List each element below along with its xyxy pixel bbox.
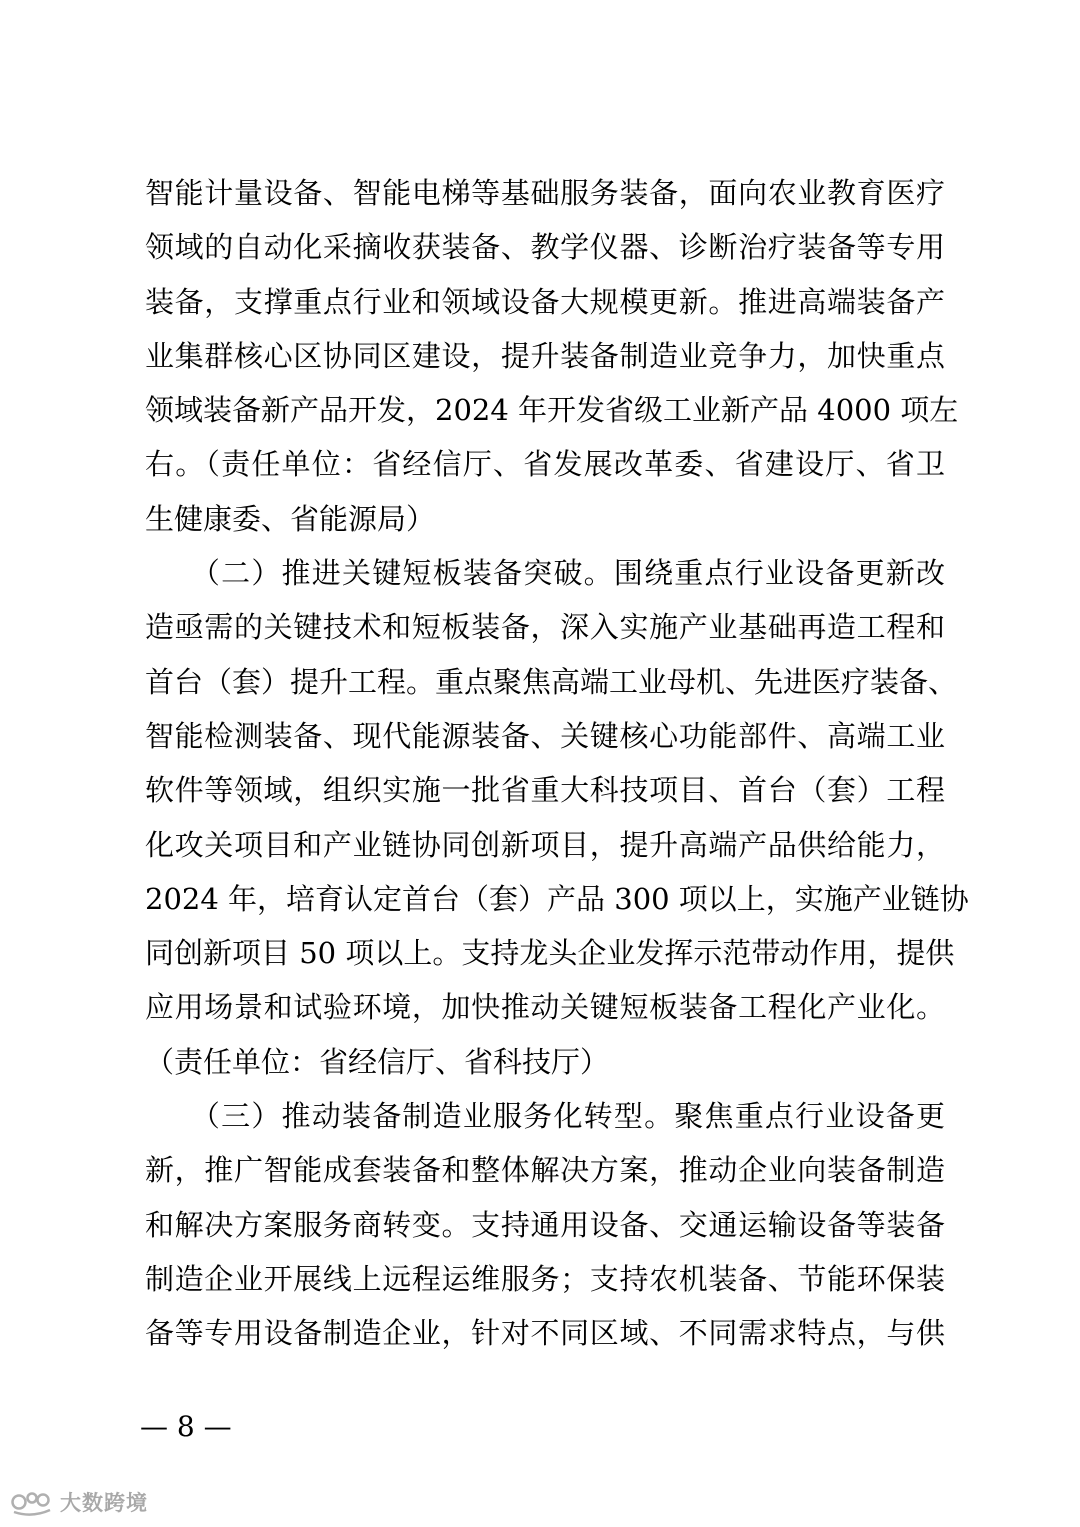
text-line: 领域装备新产品开发，2024 年开发省级工业新产品 4000 项左	[145, 393, 959, 428]
brand-logo-icon	[10, 1488, 54, 1516]
text-line: 2024 年，培育认定首台（套）产品 300 项以上，实施产业链协	[145, 881, 969, 916]
text-line: 备等专用设备制造企业，针对不同区域、不同需求特点，与供	[145, 1316, 945, 1351]
text-line: 业集群核心区协同区建设，提升装备制造业竞争力，加快重点	[145, 338, 945, 373]
watermark-text: 大数跨境	[60, 1491, 148, 1515]
document-body	[145, 166, 969, 1361]
text-line: 应用场景和试验环境，加快推动关键短板装备工程化产业化。	[145, 990, 945, 1025]
text-line: 右。（责任单位：省经信厅、省发展改革委、省建设厅、省卫	[145, 447, 945, 482]
text-line: （三）推动装备制造业服务化转型。聚焦重点行业设备更	[145, 1099, 945, 1134]
page-number: — 8 —	[140, 1410, 232, 1443]
text-line: 生健康委、省能源局）	[145, 501, 436, 536]
text-line: 造亟需的关键技术和短板装备，深入实施产业基础再造工程和	[145, 610, 945, 645]
text-line: 制造企业开展线上远程运维服务；支持农机装备、节能环保装	[145, 1261, 945, 1296]
text-line: 同创新项目 50 项以上。支持龙头企业发挥示范带动作用，提供	[145, 936, 955, 971]
text-line: 领域的自动化采摘收获装备、教学仪器、诊断治疗装备等专用	[145, 230, 945, 265]
watermark	[10, 1484, 148, 1520]
text-line: 首台（套）提升工程。重点聚焦高端工业母机、先进医疗装备、	[145, 664, 958, 699]
text-line: 装备，支撑重点行业和领域设备大规模更新。推进高端装备产	[145, 284, 945, 319]
text-line: 和解决方案服务商转变。支持通用设备、交通运输设备等装备	[145, 1207, 945, 1242]
text-line: 智能检测装备、现代能源装备、关键核心功能部件、高端工业	[145, 718, 945, 753]
text-line: （二）推进关键短板装备突破。围绕重点行业设备更新改	[145, 556, 945, 591]
text-line: 化攻关项目和产业链协同创新项目，提升高端产品供给能力，	[145, 827, 945, 862]
text-line: 智能计量设备、智能电梯等基础服务装备，面向农业教育医疗	[145, 176, 945, 210]
text-line: 软件等领域，组织实施一批省重大科技项目、首台（套）工程	[145, 773, 945, 808]
text-line: 新，推广智能成套装备和整体解决方案，推动企业向装备制造	[145, 1153, 945, 1188]
text-line: （责任单位：省经信厅、省科技厅）	[145, 1044, 610, 1079]
